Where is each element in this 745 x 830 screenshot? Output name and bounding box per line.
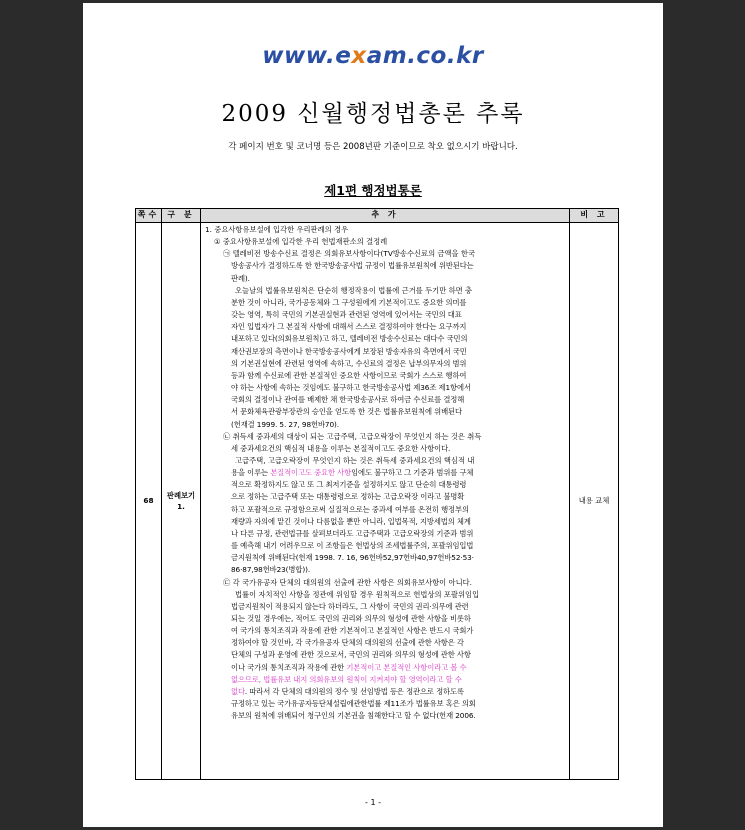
content-line: ㉠ 텔레비전 방송수신료 결정은 의회유보사항이다(TV방송수신료의 금액을 한국 [223,249,476,259]
part-title: 제1편 행정법통론 [324,183,422,198]
content-line: 유보의 원칙에 위배되어 청구인의 기본권을 침해한다고 할 수 없다(헌재 2006. [231,711,476,721]
content-text: 이나 국가의 통치조직과 작용에 관한 [231,662,347,672]
content-line: 정하여야 할 것인바, 각 국가유공자 단체의 대의원의 선출에 관한 사항은 각 [231,638,464,648]
content-line: 내포하고 있다(의회유보원칙)고 하고, 텔레비전 방송수신료는 대다수 국민의 [231,334,468,344]
table-header-row [136,209,619,223]
content-line: 법률이 자치적인 사항을 정관에 위임할 경우 원칙적으로 헌법상의 포괄위임입 [235,589,480,599]
highlighted-text: 없으므로, 법률유보 내지 의회유보의 원칙이 지켜져야 할 영역이라고 할 수 [231,674,462,684]
section-number: 1. [177,502,185,511]
content-line [205,662,566,674]
content-text: 용을 이루는 [231,468,271,478]
notice-text: 각 페이지 번호 및 코너명 등은 2008년판 기준이므로 착오 없으시기 바랍니다. [228,142,518,152]
section-label: 판례보기 [166,491,196,500]
content-line: 자인 입법자가 그 본질적 사항에 대해서 스스로 결정하여야 한다는 요구까지 [231,322,467,332]
site-logo: www.exam.co.kr [262,43,484,69]
highlighted-text: 기본적이고 본질적인 사항이라고 볼 수 [346,662,467,672]
document-page [83,3,663,827]
content-line: 1. 중요사항유보설에 입각한 우리판례의 경우 [205,225,349,234]
content-line: ㉡ 취득세 중과세의 대상이 되는 고급주택, 고급오락장이 무엇인지 하는 것은 취득 [223,431,482,441]
content-line: 으로 정하는 고급주택 또는 대통령령으로 정하는 고급오락장 이라고 불명확 [231,492,465,502]
header-remark: 비 고 [570,209,619,223]
content-line: 서 문화체육관광부장관의 승인을 얻도록 한 것은 법률유보원칙에 위배된다 [231,407,462,417]
content-line [205,467,566,479]
content-line [205,674,566,686]
content-line: ㉢ 각 국가유공자 단체의 대의원의 선출에 관한 사항은 의회유보사항이 아니다. [223,577,473,587]
content-line: 금지원칙에 위배된다(헌재 1998. 7. 16, 96헌바52,97헌바40,97헌바52·53· [231,553,474,563]
content-line: 분한 것이 아니라, 국가공동체와 그 구성원에게 기본적이고도 중요한 의미를 [231,297,467,307]
content-line: 단체의 구성과 운영에 관한 것으로서, 국민의 권리와 의무의 형성에 관한 사항 [231,650,471,660]
content-line: 재량과 자의에 맡긴 것이나 다름없을 뿐만 아니라, 입법목적, 지방세법의 체계 [231,516,471,526]
content-line: 고급주택, 고급오락장이 무엇인지 하는 것은 취득세 중과세요건의 핵심적 내 [235,455,475,465]
header-addition: 추 가 [201,209,570,223]
content-line: 의 기본권실현에 관련된 영역에 속하고, 수신료의 결정은 납부의무자의 범위 [231,358,467,368]
content-line: 하고 포괄적으로 규정함으로써 실질적으로는 중과세 여부를 온전히 행정부의 [231,504,469,514]
content-line: 적으로 확정하지도 않고 또 그 최저기준을 설정하지도 않고 단순히 대통령령 [231,480,467,490]
cell-section [162,223,201,780]
content-line: 오늘날의 법률유보원칙은 단순히 행정작용이 법률에 근거를 두기만 하면 충 [235,285,473,295]
cell-remark: 내용 교체 [570,223,619,780]
content-line: 나 다른 규정, 관련법규를 살펴보더라도 고급주택과 고급오락장의 기준과 범위 [231,528,474,538]
content-line: 법금지원칙이 적용되지 않는다 하더라도, 그 사항이 국민의 권리·의무에 관련 [231,601,469,611]
content-line: 규정하고 있는 국가유공자등단체설립에관한법률 제11조가 법률유보 혹은 의회 [231,699,476,709]
content-line: 여 국가의 통치조직과 작용에 관한 기본적이고 본질적인 사항은 반드시 국회가 [231,626,474,636]
content-line: 를 예측해 내기 어려우므로 이 조항들은 헌법상의 조세법률주의, 포괄위임입법 [231,541,474,551]
content-text: 임에도 불구하고 그 기준과 범위를 구체 [351,468,474,478]
header-section: 구 분 [162,209,201,223]
page-number: - 1 - [365,798,381,807]
cell-content [201,223,570,780]
content-line: 세 중과세요건의 핵심적 내용을 이루는 본질적이고도 중요한 사항이다. [231,443,451,453]
addendum-table [135,208,619,780]
content-line: 되는 것일 경우에는, 적어도 국민의 권리와 의무의 형성에 관한 사항을 비롯하 [231,614,471,623]
table-row [136,223,619,780]
content-line: 방송공사가 결정하도록 한 한국방송공사법 규정이 법률유보원칙에 위반된다는 [231,261,474,271]
content-line: 국회의 결정이나 관여를 배제한 채 한국방송공사로 하여금 수신료를 결정해 [231,395,465,405]
content-line: 야 하는 사항에 속하는 것임에도 불구하고 한국방송공사법 제36조 제1항에서 [231,383,471,393]
highlighted-text: 본질적이고도 중요한 사항 [270,468,352,478]
highlighted-text: 없다 [231,686,245,696]
content-line: 등과 함께 수신료에 관한 본질적인 중요한 사항이므로 국회가 스스로 행하여 [231,370,467,380]
content-line [205,686,566,698]
content-line: ① 중요사항유보설에 입각한 우리 헌법재판소의 결정례 [214,237,388,247]
document-title: 2009 신월행정법총론 추록 [221,101,525,127]
cell-page-number: 68 [136,223,162,780]
content-line: 재산권보장의 측면이나 한국방송공사에게 보장된 방송자유의 측면에서 국민 [231,346,467,356]
content-line: 갖는 영역, 특히 국민의 기본권실현과 관련된 영역에 있어서는 국민의 대표 [231,310,462,320]
content-line: 86·87,98헌바23(병합)). [231,565,311,575]
header-page: 쪽수 [136,209,162,223]
content-line: (헌재결 1999. 5. 27, 98헌바70). [231,419,339,429]
content-line: 판례). [231,273,250,283]
content-text: . 따라서 각 단체의 대의원의 정수 및 선임방법 등은 정관으로 정하도록 [244,686,464,696]
